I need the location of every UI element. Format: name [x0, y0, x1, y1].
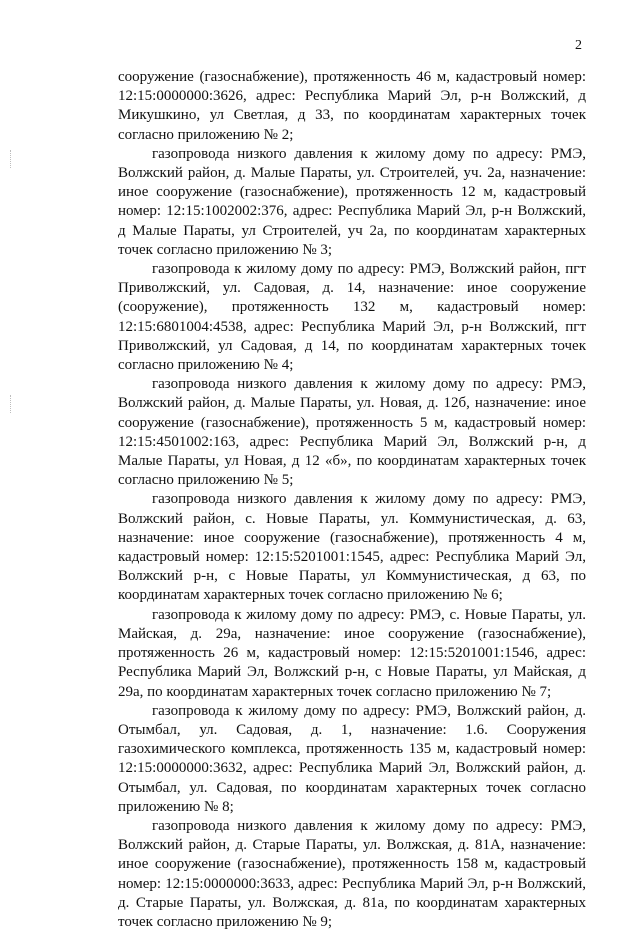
paragraph-item: газопровода низкого давления к жилому дому по адресу: РМЭ, Волжский район, д. Малые Параты, ул. Строителей, уч. 2а, назначение: иное сооружение (газоснабжение), протяженность 12 м, кадастровый номер: 12:15:1002002:376, адрес: Республика Марий Эл, р-н Волжский, д Малые Параты, ул Строителей, уч 2а, по координатам характерных точек согласно приложению № 3; [118, 145, 586, 258]
paragraph-item: газопровода низкого давления к жилому дому по адресу: РМЭ, Волжский район, с. Новые Параты, ул. Коммунистическая, д. 63, назначение: иное сооружение (газоснабжение), протяженность 4 м, кадастровый номер: 12:15:5201001:1545, адрес: Республика Марий Эл, Волжский р-н, с Новые Параты, ул Коммунистическая, д 63, по координатам характерных точек согласно приложению № 6; [118, 491, 586, 604]
paragraph-item: газопровода к жилому дому по адресу: РМЭ, с. Новые Параты, ул. Майская, д. 29а, назначение: иное сооружение (газоснабжение), протяженность 26 м, кадастровый номер: 12:15:5201001:1546, адрес: Республика Марий Эл, Волжский р-н, с Новые Параты, ул Майская, д 29а, по координатам характерных точек согласно приложению № 7; [118, 606, 586, 700]
paragraph-continuation: сооружение (газоснабжение), протяженность 46 м, кадастровый номер: 12:15:0000000:3626, адрес: Республика Марий Эл, р-н Волжский, д Микушкино, ул Светлая, д 33, по координатам характерных точек согласно приложению № 2; [118, 69, 586, 143]
page-number: 2 [575, 38, 582, 53]
document-body [118, 68, 586, 932]
margin-binding-mark [10, 150, 12, 168]
paragraph-item: газопровода к жилому дому по адресу: РМЭ, Волжский район, д. Отымбал, ул. Садовая, д. 1, назначение: 1.6. Сооружения газохимического комплекса, протяженность 135 м, кадастровый номер: 12:15:0000000:3632, адрес: Республика Марий Эл, Волжский район, д. Отымбал, ул. Садовая, по координатам характерных точек согласно приложению № 8; [118, 702, 586, 815]
paragraph-item: газопровода низкого давления к жилому дому по адресу: РМЭ, Волжский район, д. Малые Параты, ул. Новая, д. 12б, назначение: иное сооружение (газоснабжение), протяженность 5 м, кадастровый номер: 12:15:4501002:163, адрес: Республика Марий Эл, Волжский р-н, д Малые Параты, ул Новая, д 12 «б», по координатам характерных точек согласно приложению № 5; [118, 376, 586, 489]
paragraph-item: газопровода низкого давления к жилому дому по адресу: РМЭ, Волжский район, д. Старые Параты, ул. Волжская, д. 81А, назначение: иное сооружение (газоснабжение), протяженность 158 м, кадастровый номер: 12:15:0000000:3633, адрес: Республика Марий Эл, р-н Волжский, д. Старые Параты, ул. Волжская, д. 81а, по координатам характерных точек согласно приложению № 9; [118, 817, 586, 930]
margin-binding-mark [10, 395, 12, 413]
paragraph-item: газопровода к жилому дому по адресу: РМЭ, Волжский район, пгт Приволжский, ул. Садовая, д. 14, назначение: иное сооружение (сооружение), протяженность 132 м, кадастровый номер: 12:15:6801004:4538, адрес: Республика Марий Эл, р-н Волжский, пгт Приволжский, ул Садовая, д 14, по координатам характерных точек согласно приложению № 4; [118, 261, 586, 374]
